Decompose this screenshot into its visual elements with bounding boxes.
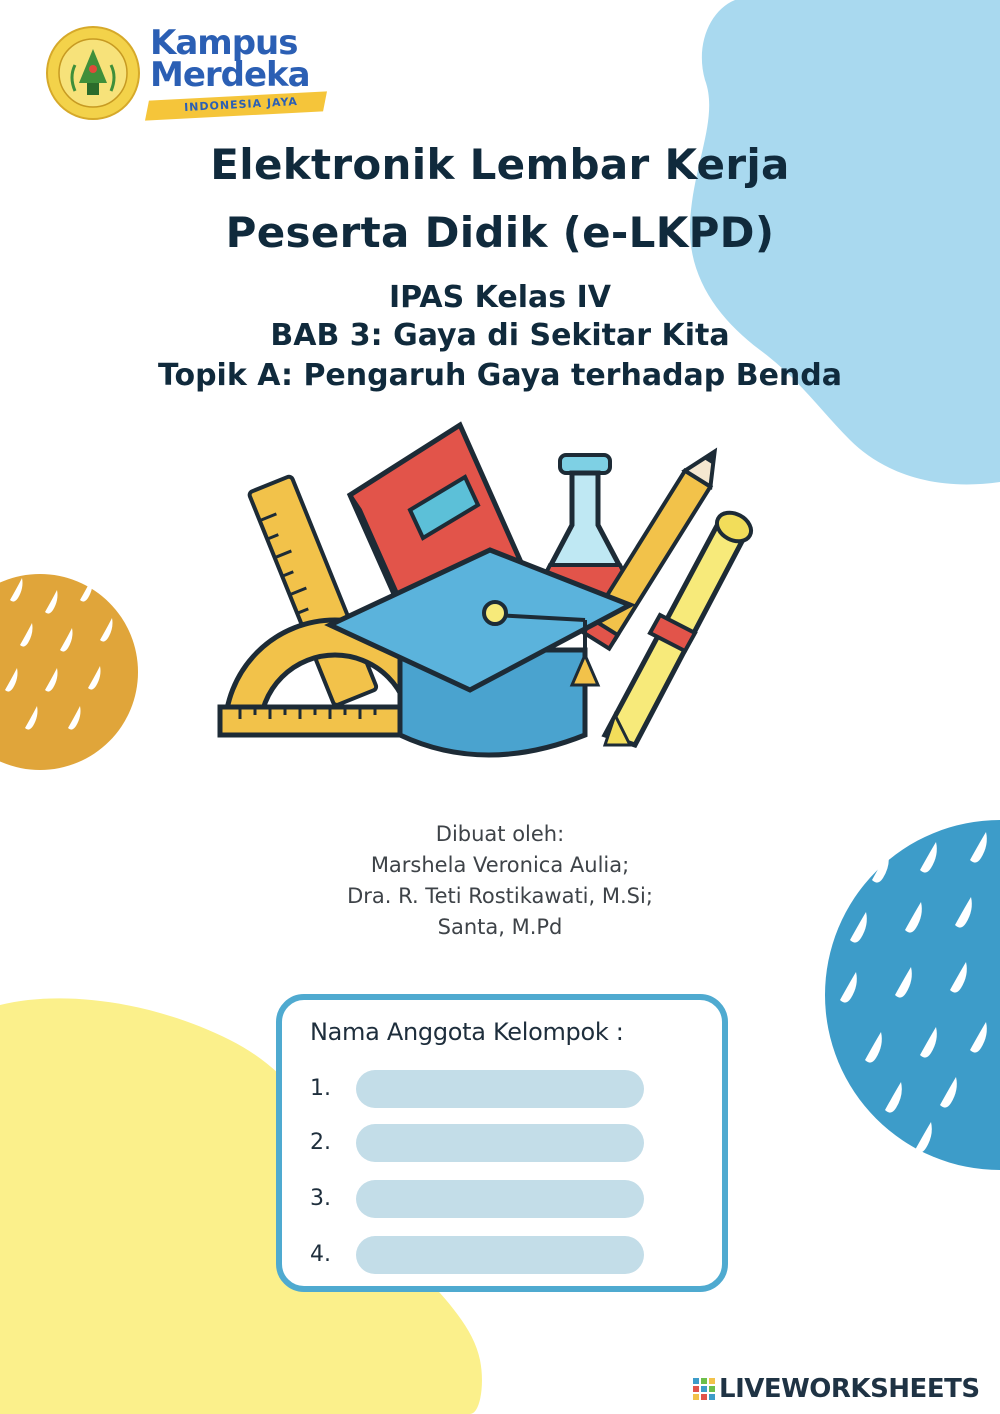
member-row: [310, 1070, 690, 1110]
member-number: 1.: [310, 1076, 331, 1101]
orange-dot-blob: [0, 574, 138, 770]
logo-line-2: Merdeka: [150, 55, 310, 95]
authors-section: [0, 819, 1000, 943]
group-box-title: Nama Anggota Kelompok :: [310, 1018, 624, 1046]
author-name: Dra. R. Teti Rostikawati, M.Si;: [347, 884, 653, 908]
liveworksheets-text: LIVEWORKSHEETS: [719, 1374, 980, 1404]
member-4-input[interactable]: [356, 1236, 644, 1274]
author-name: Marshela Veronica Aulia;: [370, 853, 630, 877]
kampus-merdeka-logo: [148, 22, 338, 122]
logo-line-1: Kampus: [150, 23, 298, 63]
member-row: [310, 1124, 690, 1164]
subject-subtitle: IPAS Kelas IV: [389, 280, 611, 315]
topic-subtitle: Topik A: Pengaruh Gaya terhadap Benda: [157, 358, 843, 393]
member-number: 4.: [310, 1242, 331, 1267]
logo-tagline: INDONESIA JAYA: [183, 95, 299, 114]
member-3-input[interactable]: [356, 1180, 644, 1218]
group-members-box: [276, 994, 728, 1292]
university-seal-icon: [45, 25, 141, 121]
member-row: [310, 1180, 690, 1220]
page-title-line-2: Peserta Didik (e-LKPD): [225, 208, 775, 257]
author-name: Santa, M.Pd: [437, 915, 563, 939]
liveworksheets-logo-icon: [693, 1378, 715, 1400]
member-2-input[interactable]: [356, 1124, 644, 1162]
school-supplies-illustration-icon: [210, 415, 770, 765]
member-number: 2.: [310, 1130, 331, 1155]
member-number: 3.: [310, 1186, 331, 1211]
member-row: [310, 1236, 690, 1276]
member-1-input[interactable]: [356, 1070, 644, 1108]
page-title-line-1: Elektronik Lembar Kerja: [210, 140, 790, 189]
chapter-subtitle: BAB 3: Gaya di Sekitar Kita: [270, 318, 730, 353]
authors-heading: Dibuat oleh:: [435, 822, 565, 846]
diploma-icon: [605, 507, 756, 745]
